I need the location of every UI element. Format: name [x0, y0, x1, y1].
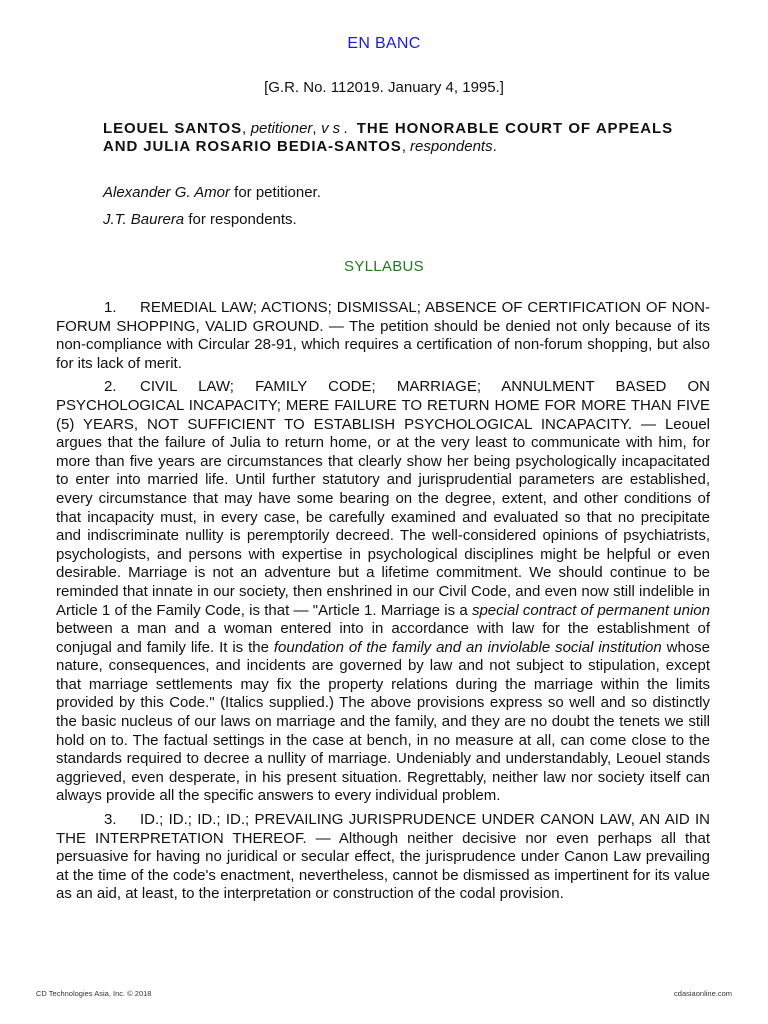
case-number: [G.R. No. 112019. January 4, 1995.] [264, 79, 504, 96]
paragraph-italic: special contract of permanent union [471, 601, 710, 619]
respondents-name: THE HONORABLE COURT OF APPEALS AND JULIA ROSARIO BEDIA-SANTOS [103, 120, 673, 155]
syllabus-paragraph [56, 378, 710, 806]
counsel-respondents [103, 211, 297, 228]
counsel-petitioner [103, 184, 321, 201]
paragraph-number: 2. [104, 378, 117, 396]
syllabus-heading: SYLLABUS [344, 258, 424, 275]
counsel-name: J.T. Baurera [103, 211, 185, 228]
paragraph-text: whose nature, consequences, and incidents are governed by law and not subject to stipulation, except that marriage settlements may fix the property relations during the marriage within the limits provided by this Code." (Italics supplied.) The above provisions express so well and so distinctly the basic nucleus of our laws on marriage and the family, and they are no doubt the tenets we still hold on to. The factual settings in the case at bench, in no measure at all, can come close to the standards required to decree a nullity of marriage. Undeniably and understandably, Leouel stands aggrieved, even desperate, in his present situation. Regrettably, neither law nor society itself can always provide all the specific answers to every individual problem. [56, 638, 711, 805]
syllabus-paragraph [56, 811, 710, 904]
paragraph-text: REMEDIAL LAW; ACTIONS; DISMISSAL; ABSENCE OF CERTIFICATION OF NON-FORUM SHOPPING, VALID GROUND. — The petition should be denied not only because of its non-compliance with Circular 28-91, which requires a certification of non-forum shopping, but also for its lack of merit. [56, 299, 710, 372]
petitioner-name: LEOUEL SANTOS [103, 120, 243, 137]
counsel-name: Alexander G. Amor [103, 184, 230, 201]
paragraph-number: 1. [104, 299, 117, 316]
syllabus-body [56, 299, 710, 909]
paragraph-text: between a man and a woman entered into in accordance with law for the establishment of conjugal and family life. It is the [56, 620, 710, 656]
paragraph-text: ID.; ID.; ID.; ID.; PREVAILING JURISPRUDENCE UNDER CANON LAW, AN AID IN THE INTERPRETATION THEREOF. — Although neither decisive nor even perhaps all that persuasive for having no juridical or secular effect, the jurisprudence under Canon Law prevailing at the time of the code's enactment, nevertheless, cannot be dismissed as impertinent for its value as an aid, at least, to the interpretation or construction of the codal provision. [56, 811, 710, 903]
paragraph-italic: foundation of the family and an inviolable social institution [273, 638, 662, 656]
court-division-heading: EN BANC [347, 35, 421, 52]
counsel-for: for respondents. [184, 211, 297, 228]
case-caption: LEOUEL SANTOS, petitioner, vs. THE HONORABLE COURT OF APPEALS AND JULIA ROSARIO BEDIA-SANTOS, respondents. [103, 120, 673, 155]
syllabus-paragraph [56, 299, 710, 373]
respondents-role: respondents [410, 138, 493, 155]
footer-copyright: CD Technologies Asia, Inc. © 2018 [36, 989, 152, 998]
petitioner-role: petitioner [250, 120, 313, 137]
paragraph-text: CIVIL LAW; FAMILY CODE; MARRIAGE; ANNULMENT BASED ON PSYCHOLOGICAL INCAPACITY; MERE FAILURE TO RETURN HOME FOR MORE THAN FIVE (5) YEARS, NOT SUFFICIENT TO ESTABLISH PSYCHOLOGICAL INCAPACITY. — Leouel argues that the failure of Julia to return home, or at the very least to communicate with him, for more than five years are circumstances that clearly show her being psychologically incapacitated to enter into married life. Until further statutory and jurisprudential parameters are established, every circumstance that may have some bearing on the degree, extent, and other conditions of that incapacity must, in every case, be carefully examined and evaluated so that no precipitate and indiscriminate nullity is peremptorily decreed. The well-considered opinions of psychiatrists, psychologists, and persons with expertise in psychological disciplines might be helpful or even desirable. Marriage is not an adventure but a lifetime commitment. We should continue to be reminded that innate in our society, then enshrined in our Civil Code, and even now still indelible in Article 1 of the Family Code, is that — "Article 1. Marriage is a [56, 378, 710, 619]
versus: vs. [321, 120, 353, 137]
counsel-for: for petitioner. [230, 184, 321, 201]
paragraph-number: 3. [104, 811, 117, 829]
footer-site[interactable]: cdasiaonline.com [674, 989, 732, 998]
